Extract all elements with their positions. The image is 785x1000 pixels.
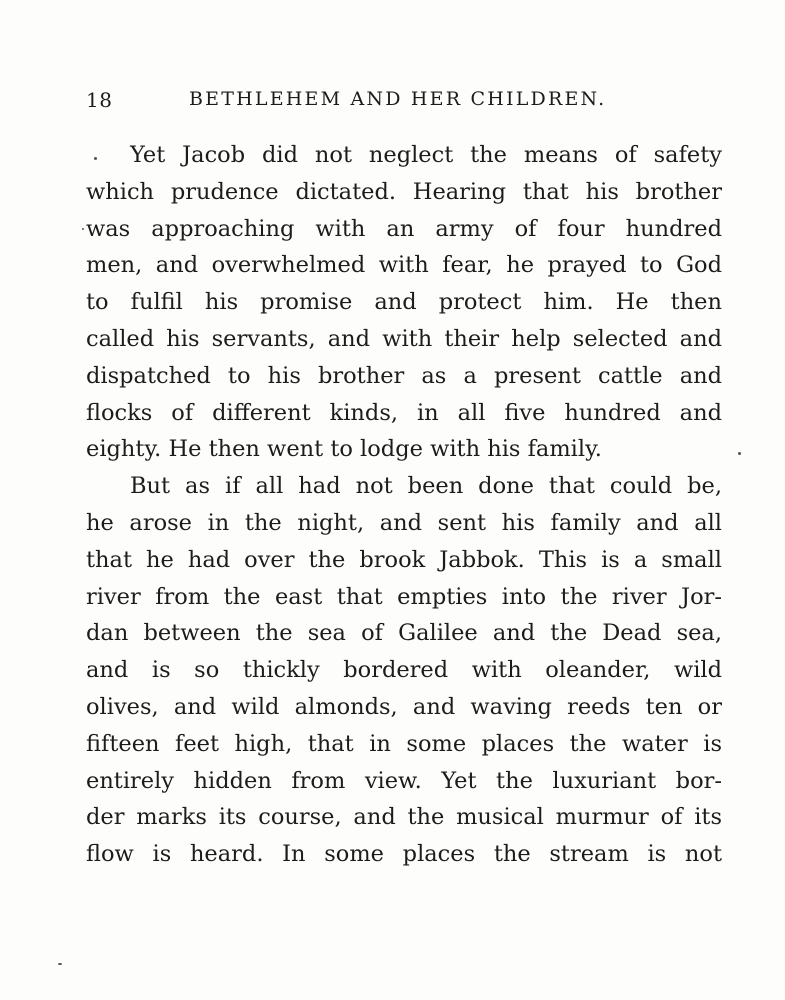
text-line: he arose in the night, and sent his family and all — [86, 509, 722, 536]
text-line: men, and overwhelmed with fear, he prayed to God — [86, 252, 722, 279]
text-line: dispatched to his brother as a present cattle and — [86, 362, 722, 389]
print-speck — [738, 452, 741, 455]
text-line: that he had over the brook Jabbok. This is a small — [86, 546, 722, 573]
print-speck — [82, 228, 84, 230]
body-text — [86, 137, 722, 873]
text-line: But as if all had not been done that could be, — [130, 473, 722, 500]
page-number: 18 — [86, 88, 113, 112]
text-line: which prudence dictated. Hearing that his brother — [86, 178, 722, 205]
text-line: der marks its course, and the musical murmur of its — [86, 804, 722, 831]
text-line: and is so thickly bordered with oleander, wild — [86, 657, 722, 684]
text-line: dan between the sea of Galilee and the Dead sea, — [86, 620, 722, 647]
print-speck — [94, 157, 97, 160]
page-header — [86, 88, 726, 118]
text-line: was approaching with an army of four hundred — [86, 215, 722, 242]
text-line: entirely hidden from view. Yet the luxuriant bor- — [86, 767, 722, 794]
text-line: fifteen feet high, that in some places the water is — [86, 730, 722, 757]
text-line: flocks of different kinds, in all five hundred and — [86, 399, 722, 426]
print-speck — [58, 963, 62, 965]
text-line: called his servants, and with their help selected and — [86, 325, 722, 352]
text-line: Yet Jacob did not neglect the means of safety — [130, 142, 722, 168]
text-line: river from the east that empties into the river Jor- — [86, 583, 722, 610]
text-line: flow is heard. In some places the stream is not — [86, 841, 722, 868]
text-line: eighty. He then went to lodge with his family. — [86, 436, 602, 463]
text-line: to fulfil his promise and protect him. He then — [86, 289, 722, 316]
text-line: olives, and wild almonds, and waving reeds ten or — [86, 693, 722, 720]
running-head: BETHLEHEM AND HER CHILDREN. — [189, 88, 607, 110]
